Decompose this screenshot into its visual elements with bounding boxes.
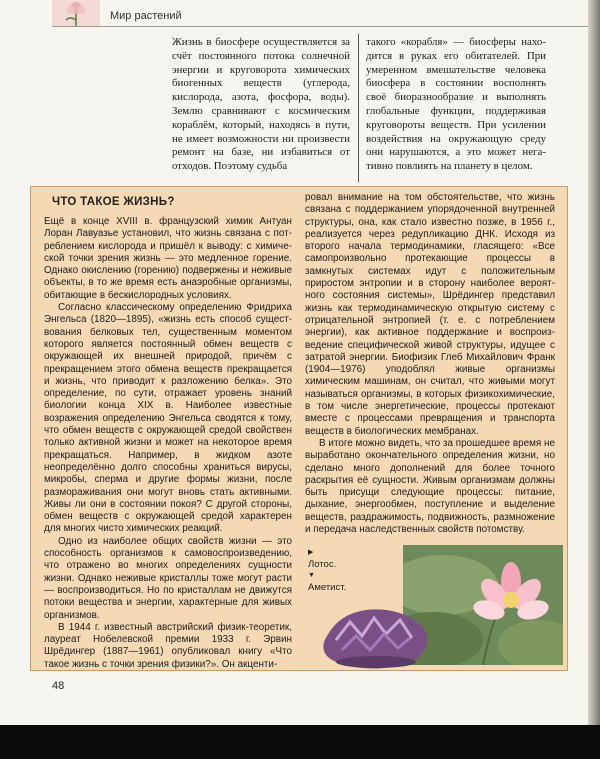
flower-logo-icon [52,0,100,26]
page-number: 48 [52,680,65,692]
scan-border [0,725,600,759]
paragraph: В 1944 г. известный австрийский физик-теоретик, лауреат Нобелевской премии 1933 г. Эрвин Шрёдингер (1887—1961) опубликовал книгу «Что такое жизнь с точки зрения физики?». Он акценти- [44,621,292,670]
intro-text-right: такого «корабля» — биосферы находится в руках его обитателей. При умеренном вмешательстве человека биосфера в состоянии восполнять своё биоразнообразие и выполнять глобальные функции, поддерживая круговороты веществ. При усилении воздействия на окружающую среду они нарушаются, а это может негативно повлиять на планету в целом. [366,36,546,173]
amethyst-caption: Аметист. [308,581,347,593]
down-arrow-icon: ▼ [308,572,315,579]
right-arrow-icon: ▶ [308,549,314,556]
column-divider [358,34,359,182]
box-title: ЧТО ТАКОЕ ЖИЗНЬ? [52,196,175,208]
paragraph: ровал внимание на том обстоятельстве, что жизнь связана с поддержанием упорядоченной внутренней структуры, она, как стало известно позже, в 1956 г., реализуется через редупликацию ДНК. Исходя из второго начала термодинамики, гласящего: «Все самопроизвольно протекающие процессы в замкнутых системах идут с положительным приростом энтропии и в сторону наиболее вероятного состояния системы», Шрёдингер представил жизнь как термодинамическую открытую систему с отрицательной энтропией (т. е. с потреблением энергии), как активное поддержание и воспроизведение специфической живой структуры, идущее с затратой энергии. Биофизик Глеб Михайлович Франк (1904—1976) уподоблял живые организмы химическим машинам, он считал, что живыми могут называться организмы, в которых физикохимические, в том числе энергетические, процессы протекают вместе с процессами превращения и транспорта веществ в биологических мембранах. [305,192,555,437]
paragraph: Ещё в конце XVIII в. французский химик Антуан Лоран Лавуазье установил, что жизнь связана с потреблением кислорода и пришёл к выводу: с химической точки зрения жизнь — это медленное горение. Однако окислению (горению) подвержены и неживые объекты, в то же время есть анаэробные организмы, обитающие в бескислородных условиях. [44,216,292,301]
paragraph: Одно из наиболее общих свойств жизни — это способность организмов к самовоспроизведению, что отражено во многих определениях сущности жизни. Однако неживые кристаллы тоже могут расти — воспроизводиться. Но по кристаллам не движутся потоки вещества и энергии, характерные для живых организмов. [44,535,292,621]
book-spine [588,0,600,725]
paragraph: В итоге можно видеть, что за прошедшее время не выработано окончательного определения жизни, но сделано много дополнений для более точного раскрытия её сущности. Живым организмам должны быть присущи следующие процессы: питание, дыхание, энергообмен, поступление и выделение веществ, раздражимость, подвижность, размножение и передача наследственных свойств потомству. [305,437,555,536]
running-head: Мир растений [110,10,182,22]
image-captions [308,547,346,593]
lotus-caption: Лотос. [308,558,337,570]
box-column-right [305,192,555,536]
amethyst-photo [316,592,436,672]
intro-text-left: Жизнь в биосфере осуществляется за счёт постоянного потока солнечной энергии и круговорота химических биогенных веществ (углерода, кислорода, азота, фосфора, воды). Землю сравнивают с космическим кораблём, который, находясь в пути, не имеет возможности ни произвести ремонт на базе, ни избавиться от отходов. Поэтому судьба [172,36,350,173]
paragraph: Согласно классическому определению Фридриха Энгельса (1820—1895), «жизнь есть способ существования белковых тел, существенным моментом которого является постоянный обмен веществ с окружающей их внешней природой, причём с прекращением этого обмена веществ прекращается и жизнь, что приводит к разложению белка». Это определение, по сути, отражает уровень знаний биологии конца XIX в. Наиболее известные возражения определению Энгельса сводятся к тому, что обмен веществ с окружающей средой свойствен только активной жизни и может на некоторое время прекращаться. Например, в жидком азоте неопределённо долго способны храниться вирусы, микробы, сперма и другие формы жизни, после размораживания они могут вновь стать активными. Живы ли они в состоянии покоя? С другой стороны, обмен веществ с окружающей средой характерен для многих чисто химических реакций. [44,302,292,535]
box-column-left [44,216,292,671]
